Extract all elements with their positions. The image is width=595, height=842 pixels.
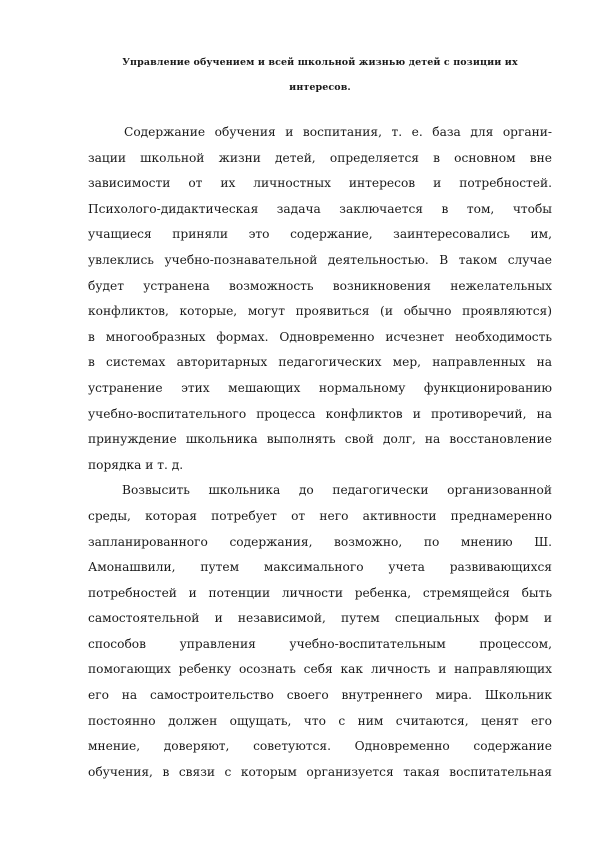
paragraph-line: зависимости от их личностных интересов и потребностей. <box>88 176 552 191</box>
paragraph-line: будет устранена возможность возникновения нежелательных <box>88 278 552 293</box>
paragraph-line: увлеклись учебно-познавательной деятельностью. В таком случае <box>88 252 552 267</box>
paragraph-line: принуждение школьника выполнять свой долг, на восстановление <box>88 432 552 447</box>
document-title-line-2: интересов. <box>289 82 351 93</box>
paragraph-line: помогающих ребенку осознать себя как личность и направляющих <box>88 662 552 677</box>
paragraph-line: порядка и т. д. <box>88 457 184 472</box>
paragraph-2 <box>88 478 552 785</box>
document-body <box>88 120 552 785</box>
paragraph-line: его на самостроительство своего внутреннего мира. Школьник <box>88 688 552 703</box>
document-title-line-1: Управление обучением и всей школьной жизнью детей с позиции их <box>122 57 518 68</box>
paragraph-line: Содержание обучения и воспитания, т. е. база для органи- <box>124 125 552 139</box>
paragraph-line: мнение, доверяют, советуются. Одновременно содержание <box>88 739 552 754</box>
paragraph-line: запланированного содержания, возможно, по мнению Ш. <box>88 534 552 549</box>
paragraph-line: учебно-воспитательного процесса конфликтов и противоречий, на <box>88 406 552 421</box>
paragraph-line: потребностей и потенции личности ребенка, стремящейся быть <box>88 585 552 600</box>
paragraph-line: учащиеся приняли это содержание, заинтересовались им, <box>88 227 552 242</box>
paragraph-line: Амонашвили, путем максимального учета развивающихся <box>88 560 552 575</box>
paragraph-line: в многообразных формах. Одновременно исчезнет необходимость <box>88 329 552 344</box>
paragraph-line: устранение этих мешающих нормальному функционированию <box>88 380 552 395</box>
paragraph-line: Возвысить школьника до педагогически организованной <box>122 483 552 498</box>
paragraph-line: в системах авторитарных педагогических мер, направленных на <box>88 355 552 370</box>
paragraph-1 <box>88 120 552 478</box>
paragraph-line: постоянно должен ощущать, что с ним считаются, ценят его <box>88 713 552 728</box>
paragraph-line: обучения, в связи с которым организуется такая воспитательная <box>88 764 552 779</box>
paragraph-line: Психолого-дидактическая задача заключается в том, чтобы <box>88 201 552 216</box>
paragraph-line: способов управления учебно-воспитательным процессом, <box>88 636 552 651</box>
paragraph-line: конфликтов, которые, могут проявиться (и обычно проявляются) <box>88 304 552 319</box>
paragraph-line: зации школьной жизни детей, определяется в основном вне <box>88 150 552 165</box>
paragraph-line: среды, которая потребует от него активности преднамеренно <box>88 508 552 523</box>
paragraph-line: самостоятельной и независимой, путем специальных форм и <box>88 611 552 626</box>
